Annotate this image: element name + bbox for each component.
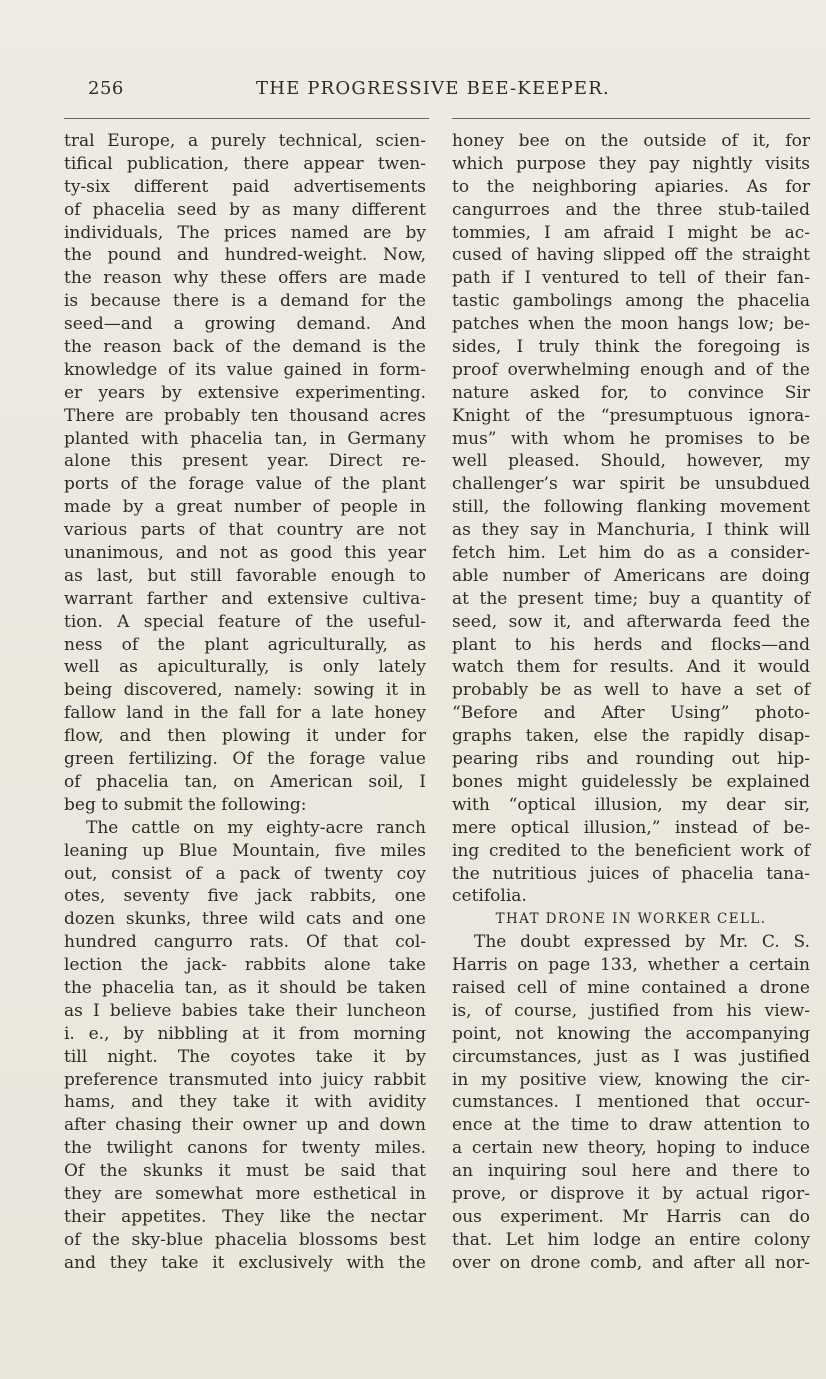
text-line: Of the skunks it must be said that [64, 1161, 426, 1182]
text-line: prove, or disprove it by actual rigor- [452, 1183, 810, 1204]
text-line: a certain new theory, hoping to induce [452, 1138, 810, 1159]
text-line: patches when the moon hangs low; be- [452, 314, 810, 335]
text-line: tommies, I am afraid I might be ac- [452, 222, 810, 243]
text-line: watch them for results. And it would [452, 657, 810, 678]
text-line: as they say in Manchuria, I think will [452, 520, 810, 541]
text-line: tifical publication, there appear twen- [64, 153, 426, 174]
text-line: point, not knowing the accompanying [452, 1023, 810, 1044]
paragraph-end-line: beg to submit the following: [64, 794, 307, 815]
text-line: ing credited to the beneficient work of [452, 840, 810, 861]
text-line: ous experiment. Mr Harris can do [452, 1206, 810, 1227]
text-line: sides, I truly think the foregoing is [452, 337, 810, 358]
text-line: in my positive view, knowing the cir- [452, 1069, 810, 1090]
left-text-column [64, 130, 426, 1275]
text-line: after chasing their owner up and down [64, 1115, 426, 1136]
text-line: as I believe babies take their luncheon [64, 1000, 426, 1021]
text-line: leaning up Blue Mountain, five miles [64, 840, 426, 861]
text-line: planted with phacelia tan, in Germany [64, 428, 426, 449]
text-line: which purpose they pay nightly visits [452, 153, 810, 174]
paragraph-start-line: The cattle on my eighty-acre ranch [86, 817, 426, 838]
text-line: ence at the time to draw attention to [452, 1115, 810, 1136]
text-line: seed, sow it, and afterwarda feed the [452, 611, 810, 632]
text-line: cused of having slipped off the straight [452, 245, 810, 266]
text-line: warrant farther and extensive cultiva- [64, 588, 426, 609]
header-rule-right [452, 118, 810, 119]
text-line: i. e., by nibbling at it from morning [64, 1023, 426, 1044]
text-line: cumstances. I mentioned that occur- [452, 1092, 810, 1113]
text-line: nature asked for, to convince Sir [452, 382, 810, 403]
paragraph-end-line: cetifolia. [452, 886, 527, 907]
text-line: circumstances, just as I was justified [452, 1046, 810, 1067]
text-line: an inquiring soul here and there to [452, 1161, 810, 1182]
text-line: fetch him. Let him do as a consider- [452, 543, 810, 564]
text-line: seed—and a growing demand. And [64, 314, 426, 335]
text-line: alone this present year. Direct re- [64, 451, 426, 472]
text-line: and they take it exclusively with the [64, 1252, 426, 1273]
text-line: at the present time; buy a quantity of [452, 588, 810, 609]
text-line: ports of the forage value of the plant [64, 474, 426, 495]
text-line: the reason back of the demand is the [64, 337, 426, 358]
text-line: cangurroes and the three stub-tailed [452, 199, 810, 220]
text-line: otes, seventy five jack rabbits, one [64, 886, 426, 907]
text-line: plant to his herds and flocks—and [452, 634, 810, 655]
paragraph-start-line: The doubt expressed by Mr. C. S. [474, 932, 810, 953]
text-line: dozen skunks, three wild cats and one [64, 909, 426, 930]
text-line: Harris on page 133, whether a certain [452, 955, 810, 976]
text-line: with “optical illusion, my dear sir, [452, 794, 810, 815]
text-line: hams, and they take it with avidity [64, 1092, 426, 1113]
text-line: the phacelia tan, as it should be taken [64, 977, 426, 998]
text-line: well pleased. Should, however, my [452, 451, 810, 472]
text-line: proof overwhelming enough and of the [452, 359, 810, 380]
text-line: is, of course, justified from his view- [452, 1000, 810, 1021]
section-heading: THAT DRONE IN WORKER CELL. [495, 911, 767, 928]
text-line: pearing ribs and rounding out hip- [452, 749, 810, 770]
text-line: the nutritious juices of phacelia tana- [452, 863, 810, 884]
text-line: their appetites. They like the nectar [64, 1206, 426, 1227]
text-line: “Before and After Using” photo- [452, 703, 810, 724]
text-line: probably be as well to have a set of [452, 680, 810, 701]
text-line: tastic gambolings among the phacelia [452, 291, 810, 312]
text-line: as last, but still favorable enough to [64, 565, 426, 586]
text-line: being discovered, namely: sowing it in [64, 680, 426, 701]
text-line: out, consist of a pack of twenty coy [64, 863, 426, 884]
text-line: ty-six different paid advertisements [64, 176, 426, 197]
page-number: 256 [88, 78, 124, 99]
text-line: path if I ventured to tell of their fan- [452, 268, 810, 289]
text-line: over on drone comb, and after all nor- [452, 1252, 810, 1273]
text-line: made by a great number of people in [64, 497, 426, 518]
text-line: the twilight canons for twenty miles. [64, 1138, 426, 1159]
text-line: they are somewhat more esthetical in [64, 1183, 426, 1204]
text-line: unanimous, and not as good this year [64, 543, 426, 564]
text-line: individuals, The prices named are by [64, 222, 426, 243]
text-line: mus” with whom he promises to be [452, 428, 810, 449]
text-line: of the sky-blue phacelia blossoms best [64, 1229, 426, 1250]
text-line: preference transmuted into juicy rabbit [64, 1069, 426, 1090]
text-line: tral Europe, a purely technical, scien- [64, 131, 426, 151]
text-line: raised cell of mine contained a drone [452, 977, 810, 998]
text-line: fallow land in the fall for a late honey [64, 703, 426, 724]
text-line: mere optical illusion,” instead of be- [452, 817, 810, 838]
text-line: to the neighboring apiaries. As for [452, 176, 810, 197]
text-line: bones might guidelessly be explained [452, 771, 810, 792]
text-line: There are probably ten thousand acres [64, 405, 426, 426]
running-title: THE PROGRESSIVE BEE-KEEPER. [256, 78, 610, 99]
text-line: till night. The coyotes take it by [64, 1046, 426, 1067]
text-line: er years by extensive experimenting. [64, 382, 426, 403]
text-line: Knight of the “presumptuous ignora- [452, 405, 810, 426]
text-line: various parts of that country are not [64, 520, 426, 541]
header-rule-left [64, 118, 429, 119]
right-text-column [452, 130, 810, 1275]
text-line: the pound and hundred-weight. Now, [64, 245, 426, 266]
text-line: ness of the plant agriculturally, as [64, 634, 426, 655]
text-line: well as apiculturally, is only lately [64, 657, 426, 678]
text-line: of phacelia seed by as many different [64, 199, 426, 220]
text-line: flow, and then plowing it under for [64, 726, 426, 747]
text-line: still, the following flanking movement [452, 497, 810, 518]
page-header [66, 78, 822, 108]
text-line: challenger’s war spirit be unsubdued [452, 474, 810, 495]
text-line: honey bee on the outside of it, for [452, 131, 810, 151]
text-line: knowledge of its value gained in form- [64, 359, 426, 380]
text-line: hundred cangurro rats. Of that col- [64, 932, 426, 953]
text-line: able number of Americans are doing [452, 565, 810, 586]
text-line: is because there is a demand for the [64, 291, 426, 312]
text-line: lection the jack- rabbits alone take [64, 955, 426, 976]
text-line: green fertilizing. Of the forage value [64, 749, 426, 770]
text-line: graphs taken, else the rapidly disap- [452, 726, 810, 747]
text-line: of phacelia tan, on American soil, I [64, 771, 426, 792]
text-line: that. Let him lodge an entire colony [452, 1229, 810, 1250]
text-line: the reason why these offers are made [64, 268, 426, 289]
text-line: tion. A special feature of the useful- [64, 611, 426, 632]
